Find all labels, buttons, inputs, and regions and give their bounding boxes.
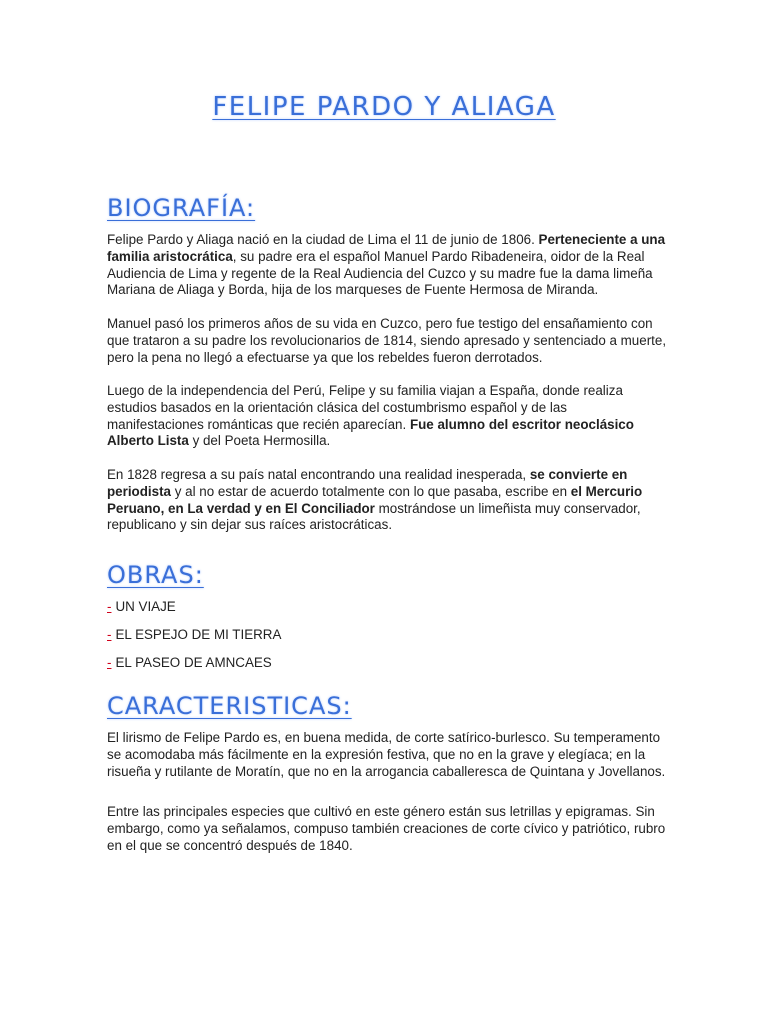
obra-item-label: UN VIAJE: [115, 599, 176, 614]
text-run: , su padre era el español Manuel Pardo Ribadeneira, oidor de la Real Audiencia de Lima y regente de la Real Audiencia del Cuzco y su madre fue la dama limeña Mariana de Aliaga y Borda, hija de los marqueses de Fuente Hermosa de Miranda.: [107, 248, 653, 298]
text-run: Entre las principales especies que cultivó en este género están sus letrillas y epigramas. Sin embargo, como ya señalamos, compuso también creaciones de corte cívico y patriótico, rubro en el que se concentró después de 1840.: [107, 804, 666, 853]
bold-text-run: se convierte en periodista: [107, 467, 628, 499]
bullet-dash: -: [107, 599, 112, 614]
obra-item: [107, 599, 176, 616]
caracteristicas-paragraph-1: [107, 730, 667, 780]
document-title: FELIPE PARDO Y ALIAGA: [212, 92, 556, 122]
obra-item: [107, 655, 272, 672]
obra-item-label: EL PASEO DE AMNCAES: [115, 655, 272, 670]
text-run: y del Poeta Hermosilla.: [188, 433, 331, 449]
bullet-dash: -: [107, 655, 112, 670]
biografia-paragraph-4: [107, 467, 667, 534]
text-run: En 1828 regresa a su país natal encontrando una realidad inesperada,: [107, 467, 530, 482]
caracteristicas-paragraph-2: [107, 804, 667, 854]
text-run: Luego de la independencia del Perú, Felipe y su familia viajan a España, donde realiza estudios basados en la orientación clásica del costumbrismo español y de las manifestaciones románticas que recién aparecían.: [107, 383, 623, 432]
bold-text-run: Fue alumno del escritor neoclásico Alberto Lista: [107, 416, 634, 449]
heading-biografia: BIOGRAFÍA:: [107, 194, 256, 222]
text-run: El lirismo de Felipe Pardo es, en buena medida, de corte satírico-burlesco. Su temperamento se acomodaba más fácilmente en la expresión festiva, que no en la grave y elegíaca; en la risueña y rutilante de Moratín, que no en la arrogancia caballeresca de Quintana y Jovellanos.: [107, 730, 666, 779]
bold-text-run: el Mercurio Peruano, en La verdad y en El Conciliador: [107, 483, 643, 516]
text-run: Manuel pasó los primeros años de su vida en Cuzco, pero fue testigo del ensañamiento con que trataron a su padre los revolucionarios de 1814, siendo apresado y sentenciado a muerte, pero la pena no llegó a efectuarse ya que los rebeldes fueron derrotados.: [107, 316, 667, 365]
bold-text-run: Perteneciente a una familia aristocrática: [107, 232, 666, 264]
heading-caracteristicas: CARACTERISTICAS:: [107, 692, 352, 720]
text-run: Felipe Pardo y Aliaga nació en la ciudad de Lima el 11 de junio de 1806.: [107, 232, 539, 247]
text-run: mostrándose un limeñista muy conservador, republicano y sin dejar sus raíces aristocráticas.: [107, 500, 641, 533]
obra-item-label: EL ESPEJO DE MI TIERRA: [115, 627, 282, 642]
bullet-dash: -: [107, 627, 112, 642]
text-run: y al no estar de acuerdo totalmente con lo que pasaba, escribe en: [171, 483, 571, 499]
obra-item: [107, 627, 281, 644]
heading-obras: OBRAS:: [107, 561, 204, 589]
biografia-paragraph-2: [107, 316, 667, 366]
biografia-paragraph-3: [107, 383, 667, 450]
biografia-paragraph-1: [107, 232, 667, 299]
